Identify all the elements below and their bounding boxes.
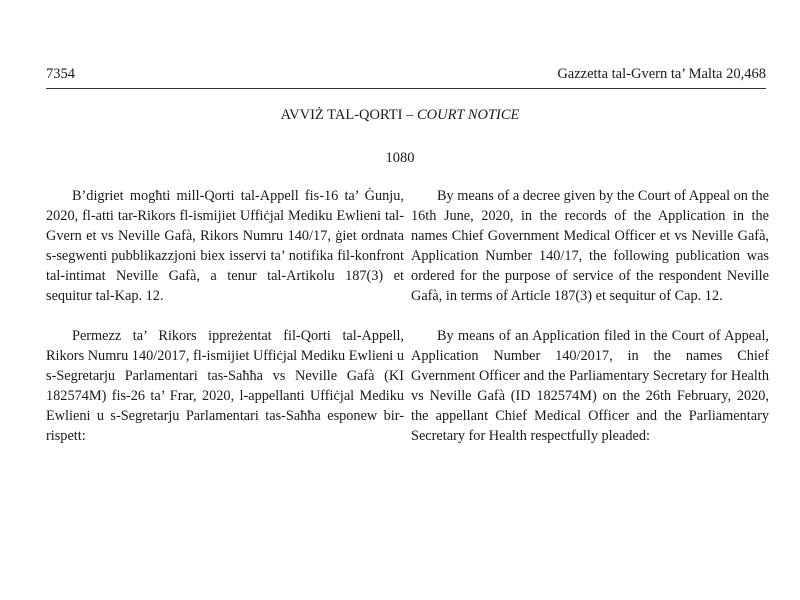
english-paragraph-application: By means of an Application filed in the Court of Appeal, Application Number 140/2017, in the names Chief Gvernment Officer and the Parliamentary Secretary for Health vs Neville Gafà (ID 182574M) on the 26th February, 2020, the appellant Chief Medical Officer and the Parliamentary Secretary for Health respectfully pleaded: — [411, 328, 769, 444]
english-paragraph-decree: By means of a decree given by the Court of Appeal on the 16th June, 2020, in the records of the Application in the names Chief Government Medical Officer et vs Neville Gafà, Application Number 140/17, the following publication was ordered for the purpose of service of the respondent Neville Gafà, in terms of Article 187(3) et sequitur of Cap. 12. — [411, 188, 769, 304]
maltese-paragraph-decree: B’digriet mogħti mill-Qorti tal-Appell fis-16 ta’ Ġunju, 2020, fl-atti tar-Rikors fl-ismijiet Uffiċjal Mediku Ewlieni tal-Gvern et vs Neville Gafà, Rikors Numru 140/17, ġiet ordnata s-segwenti pubblikazzjoni biex isservi ta’ notifika fil-konfront tal-intimat Neville Gafà, a tenur tal-Artikolu 187(3) et sequitur tal-Kap. 12. — [46, 188, 404, 304]
page-number: 7354 — [46, 66, 75, 82]
english-column — [411, 186, 769, 466]
notice-title-maltese: AVVIŻ TAL-QORTI — [280, 107, 403, 123]
notice-title-english: COURT NOTICE — [416, 107, 520, 123]
notice-title-separator: – — [402, 107, 417, 123]
notice-number: 1080 — [385, 150, 415, 166]
notice-title — [0, 107, 800, 124]
page-header — [46, 66, 766, 88]
maltese-column — [46, 186, 404, 466]
maltese-paragraph-application: Permezz ta’ Rikors ippreżentat fil-Qorti tal-Appell, Rikors Numru 140/2017, fl-ismijiet Uffiċjal Mediku Ewlieni u s-Segretarju Parlamentari tas-Saħħa vs Neville Gafà (KI 182574M) fis-26 ta’ Frar, 2020, l-appellanti Uffiċjal Mediku Ewlieni u s-Segretarju Parlamentari tas-Saħħa esponew bir-rispett: — [46, 328, 404, 444]
header-divider — [46, 88, 766, 89]
gazette-title: Gazzetta tal-Gvern ta’ Malta 20,468 — [557, 66, 766, 82]
